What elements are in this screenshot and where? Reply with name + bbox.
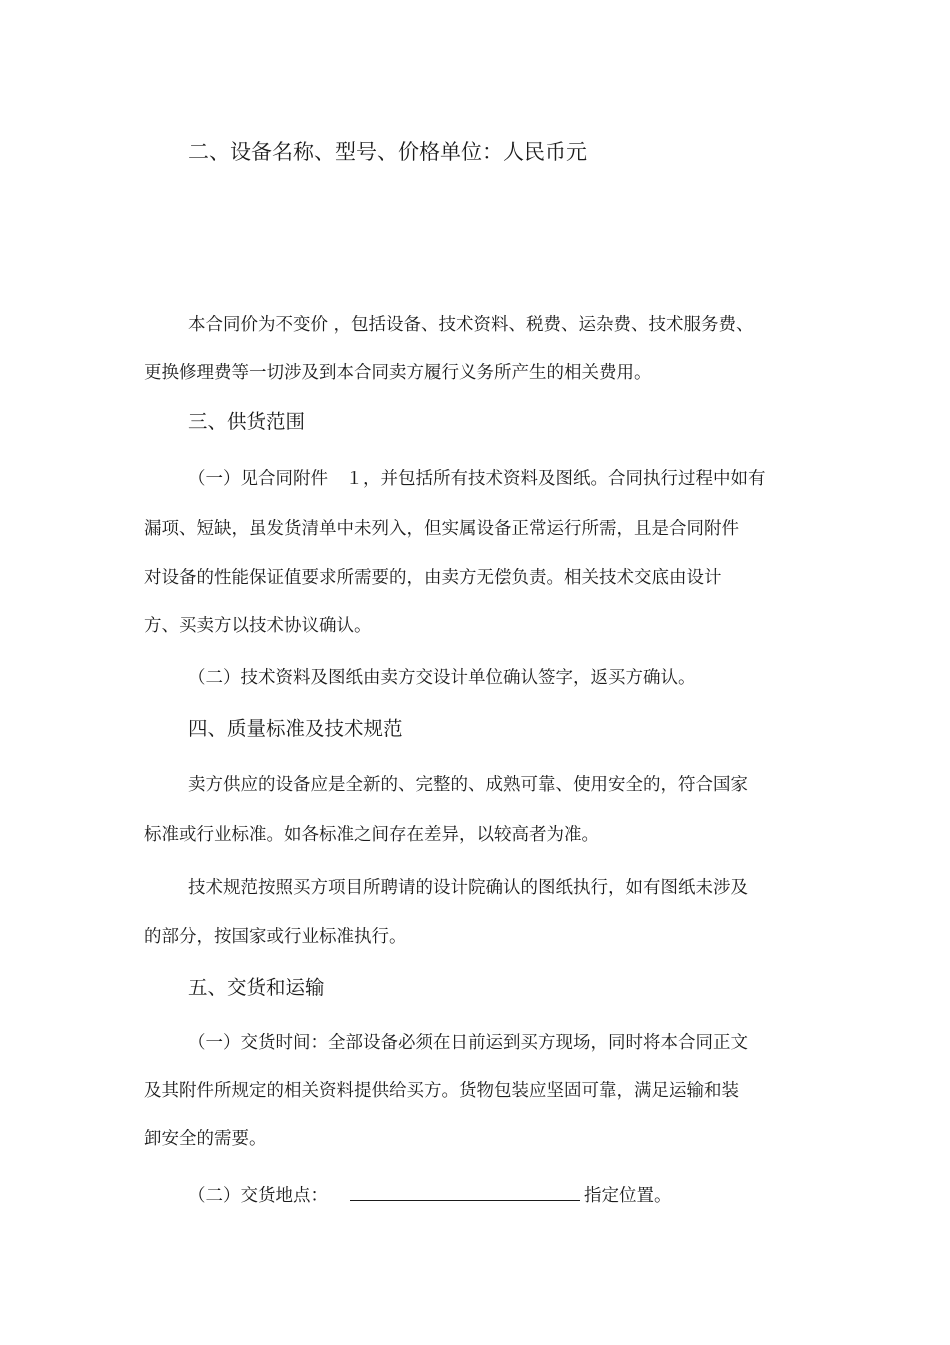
paragraph-line: 卖方供应的设备应是全新的、完整的、成熟可靠、使用安全的，符合国家 bbox=[188, 775, 748, 795]
delivery-location-suffix: 指定位置。 bbox=[584, 1186, 672, 1206]
delivery-location-line bbox=[188, 1182, 672, 1208]
section-heading-equipment: 二、设备名称、型号、价格单位：人民币元 bbox=[188, 140, 587, 164]
section-heading-quality-standards: 四、质量标准及技术规范 bbox=[188, 717, 403, 740]
paragraph-line: 技术规范按照买方项目所聘请的设计院确认的图纸执行，如有图纸未涉及 bbox=[188, 878, 748, 898]
paragraph-line: 的部分，按国家或行业标准执行。 bbox=[144, 927, 407, 947]
paragraph-line: 漏项、短缺，虽发货清单中未列入，但实属设备正常运行所需，且是合同附件 bbox=[144, 519, 739, 539]
paragraph-line: 卸安全的需要。 bbox=[144, 1129, 267, 1149]
paragraph-line: 标准或行业标准。如各标准之间存在差异，以较高者为准。 bbox=[144, 825, 599, 845]
paragraph-line: （一）交货时间：全部设备必须在日前运到买方现场，同时将本合同正文 bbox=[188, 1033, 748, 1053]
paragraph-line: 对设备的性能保证值要求所需要的，由卖方无偿负责。相关技术交底由设计 bbox=[144, 568, 722, 588]
paragraph-line: （二）技术资料及图纸由卖方交设计单位确认签字，返买方确认。 bbox=[188, 668, 696, 688]
paragraph-line: 方、买卖方以技术协议确认。 bbox=[144, 616, 372, 636]
delivery-location-blank bbox=[350, 1182, 580, 1201]
paragraph-line: （一）见合同附件 １，并包括所有技术资料及图纸。合同执行过程中如有 bbox=[188, 469, 766, 489]
section-heading-delivery-transport: 五、交货和运输 bbox=[188, 976, 325, 999]
paragraph-line: 本合同价为不变价 ，包括设备、技术资料、税费、运杂费、技术服务费、 bbox=[188, 315, 754, 335]
paragraph-line: 更换修理费等一切涉及到本合同卖方履行义务所产生的相关费用。 bbox=[144, 363, 652, 383]
section-heading-supply-scope: 三、供货范围 bbox=[188, 410, 306, 433]
paragraph-line: 及其附件所规定的相关资料提供给买方。货物包装应坚固可靠，满足运输和装 bbox=[144, 1081, 739, 1101]
delivery-location-label: （二）交货地点： bbox=[188, 1186, 328, 1206]
